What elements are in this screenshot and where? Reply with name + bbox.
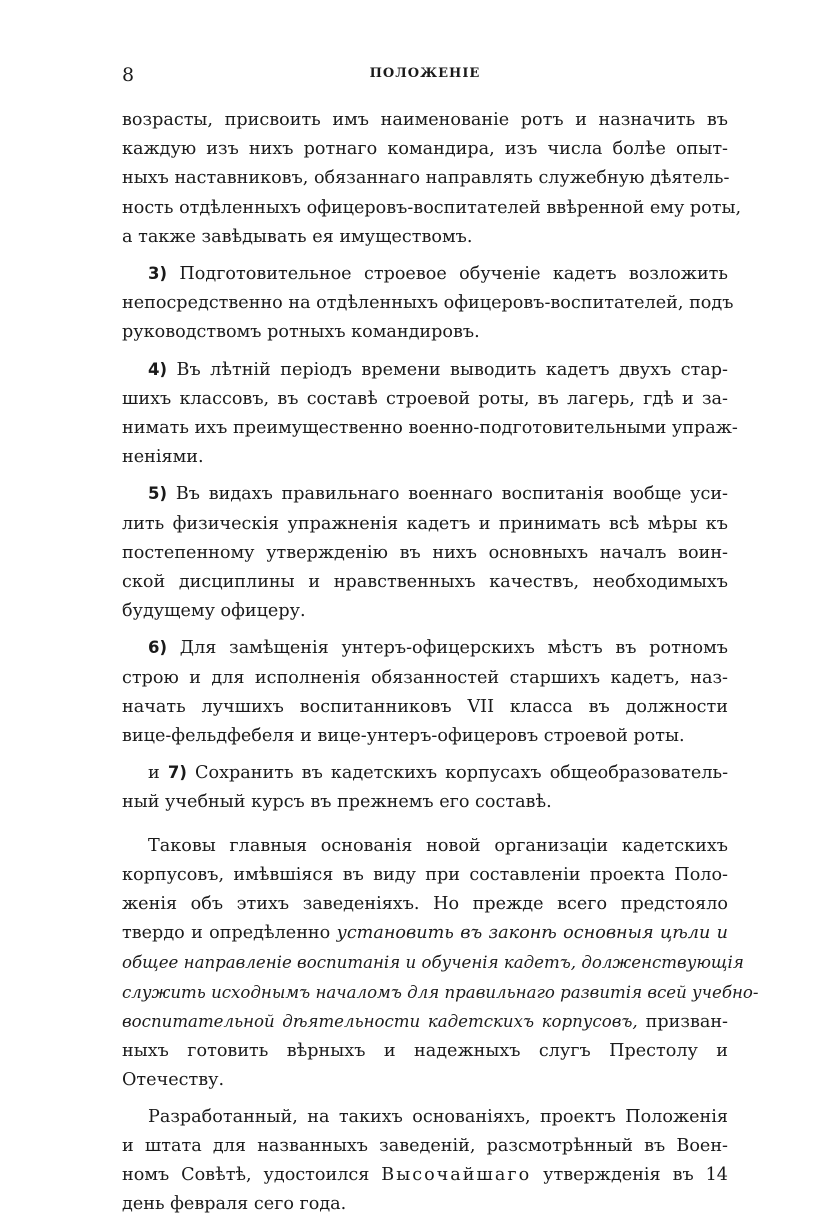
body-text bbox=[122, 106, 759, 1226]
running-title: ПОЛОЖЕНІЕ bbox=[369, 66, 481, 81]
text-line: ныхъ наставниковъ, обязаннаго направлять служебную дѣятель- bbox=[122, 168, 730, 189]
text-line bbox=[122, 355, 728, 385]
text-line: Таковы главныя основанія новой организаціи кадетскихъ bbox=[148, 835, 728, 856]
paragraph-item-4 bbox=[122, 355, 738, 473]
paragraph-continued bbox=[122, 106, 742, 252]
page-header bbox=[122, 64, 728, 86]
text-line: Разработанный, на такихъ основаніяхъ, проектъ Положенія bbox=[148, 1106, 728, 1127]
text-fragment: Для замѣщенія унтеръ-офицерскихъ мѣстъ въ ротномъ bbox=[179, 638, 729, 659]
item-number: 6) bbox=[148, 638, 168, 658]
text-line: корпусовъ, имѣвшіяся въ виду при составленіи проекта Поло- bbox=[122, 864, 728, 885]
text-fragment: Въ видахъ правильнаго военнаго воспитанія вообще уси- bbox=[175, 484, 729, 505]
text-line bbox=[122, 919, 728, 948]
text-line: а также завѣдывать ея имуществомъ. bbox=[122, 226, 473, 247]
paragraph-item-7 bbox=[122, 758, 728, 817]
text-line bbox=[122, 758, 728, 788]
text-line bbox=[122, 479, 728, 509]
paragraph-item-6 bbox=[122, 633, 728, 751]
item-number: 7) bbox=[167, 763, 187, 783]
page-number: 8 bbox=[122, 64, 135, 86]
item-number: 5) bbox=[148, 484, 168, 504]
italic-fragment: установить въ законѣ основныя цѣли и bbox=[336, 923, 728, 944]
text-line: каждую изъ нихъ ротнаго командира, изъ числа болѣе опыт- bbox=[122, 139, 728, 160]
item-prefix: и bbox=[148, 763, 160, 784]
text-fragment: призван- bbox=[637, 1011, 729, 1032]
text-line: непосредственно на отдѣленныхъ офицеровъ-воспитателей, подъ bbox=[122, 293, 734, 314]
paragraph-item-5 bbox=[122, 479, 728, 626]
text-fragment: номъ Совѣтѣ, удостоился bbox=[122, 1164, 382, 1185]
text-line bbox=[122, 1007, 728, 1037]
text-line: ный учебный курсъ въ прежнемъ его составѣ. bbox=[122, 792, 552, 813]
emphasis-spaced: Высочайшаго bbox=[381, 1164, 532, 1185]
text-fragment: твердо и опредѣленно bbox=[122, 923, 337, 944]
paragraph-summary bbox=[122, 832, 759, 1096]
paragraph-final bbox=[122, 1103, 728, 1220]
item-number: 3) bbox=[148, 264, 168, 284]
text-line: ныхъ готовить вѣрныхъ и надежныхъ слугъ Престолу и bbox=[122, 1041, 728, 1062]
text-line: строю и для исполненія обязанностей старшихъ кадетъ, наз- bbox=[122, 667, 728, 688]
text-line: шихъ классовъ, въ составѣ строевой роты, въ лагерь, гдѣ и за- bbox=[122, 388, 728, 409]
text-line: Отечеству. bbox=[122, 1070, 225, 1091]
text-line bbox=[122, 259, 728, 289]
text-line: ской дисциплины и нравственныхъ качествъ, необходимыхъ bbox=[122, 572, 728, 593]
text-line: ность отдѣленныхъ офицеровъ-воспитателей ввѣренной ему роты, bbox=[122, 197, 742, 218]
text-line: будущему офицеру. bbox=[122, 601, 306, 622]
text-line: день февраля сего года. bbox=[122, 1194, 347, 1215]
text-fragment: Сохранить въ кадетскихъ корпусахъ общеобразователь- bbox=[195, 763, 729, 784]
text-line: общее направленіе воспитанія и обученія кадетъ, долженствующія bbox=[122, 953, 744, 973]
text-line: служить исходнымъ началомъ для правильнаго развитія всей учебно- bbox=[122, 982, 759, 1002]
text-line: возрасты, присвоить имъ наименованіе ротъ и назначить въ bbox=[122, 110, 728, 130]
text-line: лить физическія упражненія кадетъ и принимать всѣ мѣры къ bbox=[122, 513, 728, 534]
text-line: постепенному утвержденію въ нихъ основныхъ началъ воин- bbox=[122, 542, 728, 563]
text-line bbox=[122, 1161, 728, 1190]
text-line: вице-фельдфебеля и вице-унтеръ-офицеровъ строевой роты. bbox=[122, 726, 685, 747]
text-fragment: утвержденія въ 14 bbox=[531, 1164, 728, 1185]
text-fragment: Въ лѣтній періодъ времени выводить кадетъ двухъ стар- bbox=[176, 359, 728, 380]
item-number: 4) bbox=[148, 359, 168, 379]
italic-fragment: воспитательной дѣятельности кадетскихъ корпусовъ, bbox=[122, 1011, 638, 1031]
text-line: и штата для названныхъ заведеній, разсмотрѣнный въ Воен- bbox=[122, 1135, 728, 1156]
text-line: неніями. bbox=[122, 447, 204, 468]
paragraph-item-3 bbox=[122, 259, 734, 348]
text-line: женія объ этихъ заведеніяхъ. Но прежде всего предстояло bbox=[122, 894, 728, 915]
text-line: нимать ихъ преимущественно военно-подготовительными упраж- bbox=[122, 418, 738, 439]
text-fragment: Подготовительное строевое обученіе кадетъ возложить bbox=[179, 264, 728, 285]
text-line: начать лучшихъ воспитанниковъ VII класса въ должности bbox=[122, 696, 728, 717]
text-line bbox=[122, 633, 728, 663]
text-line: руководствомъ ротныхъ командировъ. bbox=[122, 322, 480, 343]
